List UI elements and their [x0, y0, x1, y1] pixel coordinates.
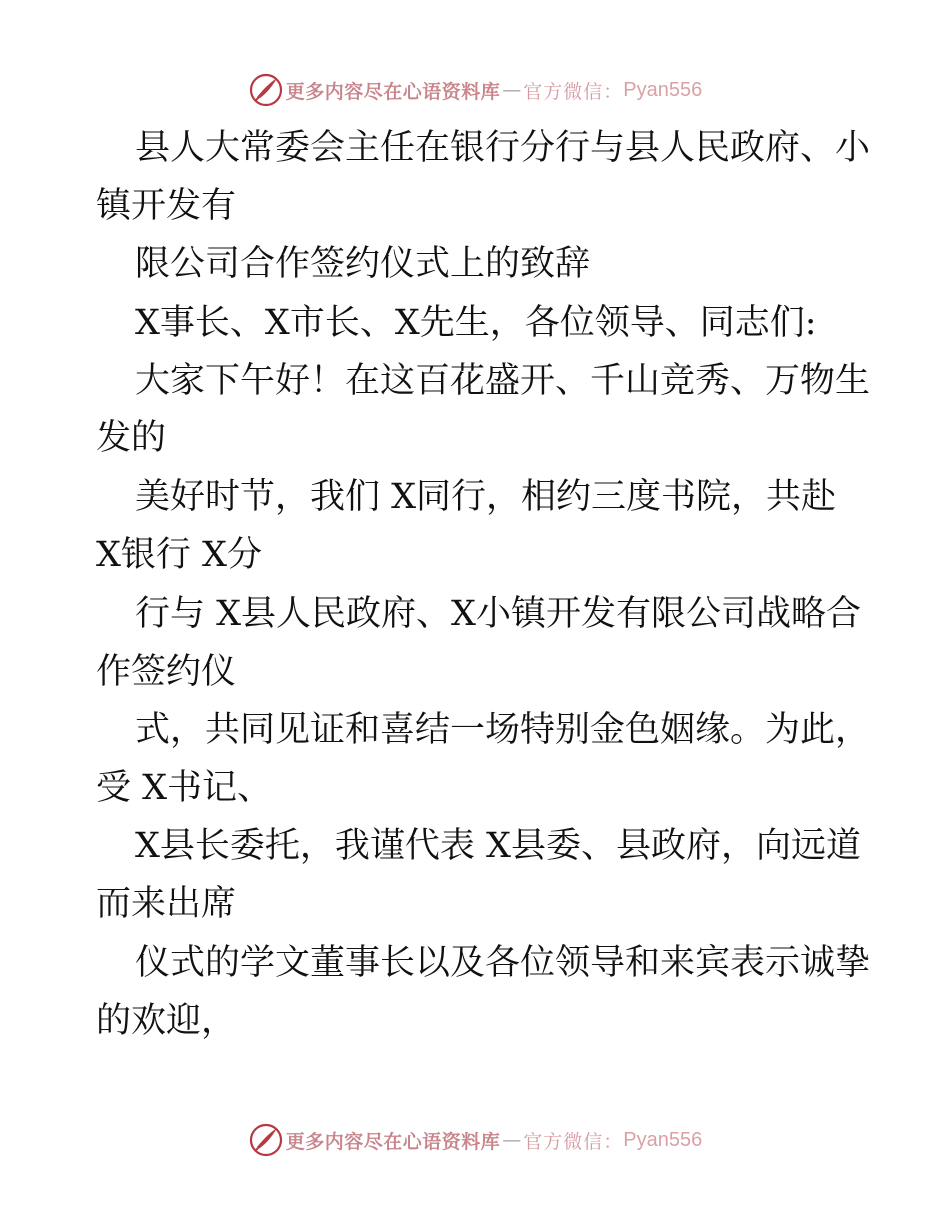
banner-account: Pyan556: [623, 78, 703, 101]
banner-wechat-label: 官方微信：: [523, 1130, 624, 1153]
banner-account: Pyan556: [623, 1128, 703, 1151]
banner-separator: —: [502, 79, 522, 101]
text-line: X事长、X市长、X先生，各位领导、同志们:: [135, 303, 817, 343]
quill-logo-icon: [248, 1122, 284, 1158]
text-line: 式，共同见证和喜结一场特别金色姻缘。为此，: [135, 710, 871, 750]
text-line: 行与 X县人民政府、X小镇开发有限公司战略合: [135, 594, 861, 634]
text-line: 大家下午好！在这百花盛开、千山竞秀、万物生: [135, 361, 871, 401]
banner-wechat-label: 官方微信：: [523, 80, 624, 103]
text-line: 美好时节，我们 X同行，相约三度书院，共赴: [135, 477, 837, 517]
text-line: 县人大常委会主任在银行分行与县人民政府、小: [135, 128, 871, 168]
banner-separator: —: [502, 1129, 522, 1151]
text-line: X银行 X分: [96, 535, 262, 575]
text-line: 受 X书记、: [96, 768, 273, 808]
footer-watermark: [0, 1120, 950, 1160]
text-line: 而来出席: [96, 884, 237, 924]
text-line: 仪式的学文董事长以及各位领导和来宾表示诚挚: [135, 943, 871, 983]
banner-text: 更多内容尽在心语资料库: [285, 1130, 501, 1153]
text-line: 镇开发有: [96, 186, 237, 226]
banner-text: 更多内容尽在心语资料库: [285, 80, 501, 103]
text-line: 限公司合作签约仪式上的致辞: [135, 244, 591, 284]
text-line: 发的: [96, 418, 167, 458]
text-line: 的欢迎，: [96, 1001, 237, 1041]
text-line: X县长委托，我谨代表 X县委、县政府，向远道: [135, 826, 861, 866]
text-line: 作签约仪: [96, 652, 237, 692]
